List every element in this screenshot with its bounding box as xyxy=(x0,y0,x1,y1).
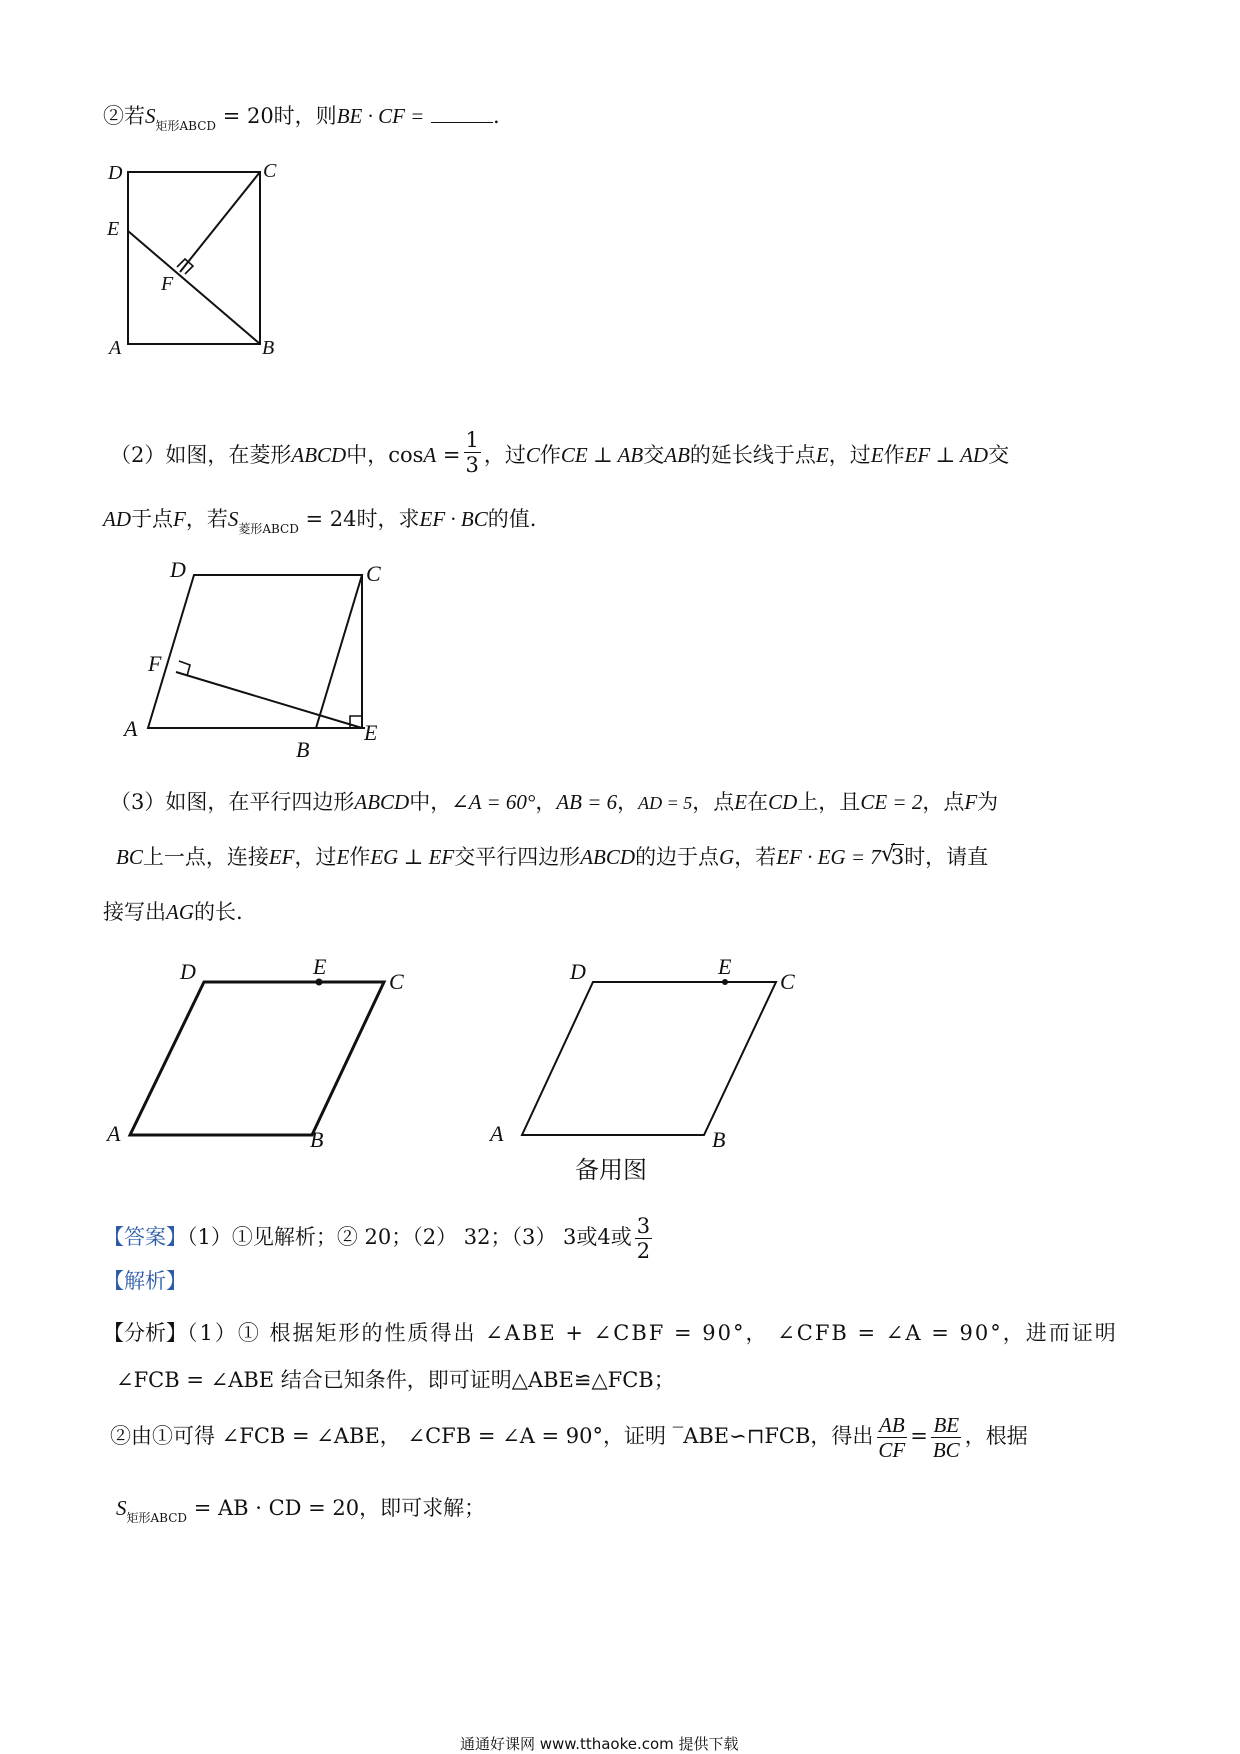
segment-cf xyxy=(180,172,260,272)
q3-text: ，点 xyxy=(692,790,735,814)
q3-var: ABCD xyxy=(580,845,636,869)
fraction-denominator: BC xyxy=(932,1438,960,1462)
parallelogram-abcd xyxy=(130,982,384,1135)
q2-var: F xyxy=(173,507,186,531)
q3-var: AD = 5 xyxy=(638,793,693,813)
q2-var: E xyxy=(815,443,829,467)
label-a: A xyxy=(124,716,138,741)
fraction-denominator: 3 xyxy=(465,453,479,477)
label-d: D xyxy=(180,959,196,984)
label-b: B xyxy=(296,737,310,762)
label-c: C xyxy=(389,969,404,994)
q3-var: CD xyxy=(768,790,798,814)
label-c: C xyxy=(366,561,381,586)
q2-text: ，过 xyxy=(483,443,526,467)
label-e: E xyxy=(313,954,327,979)
point-e xyxy=(722,979,728,985)
label-d: D xyxy=(108,162,123,184)
analysis-sub-tag: 【分析】 xyxy=(103,1321,187,1345)
area-subscript: 菱形ABCD xyxy=(238,522,299,536)
analysis-text-1: （1）① 根据矩形的性质得出 ∠ABE + ∠CBF = 90°， ∠CFB = ∠A = 90°，进而证明 xyxy=(187,1321,1118,1345)
analysis-text-4: = AB · CD = 20，即可求解； xyxy=(187,1496,486,1520)
q3-text: 时，请直 xyxy=(904,845,989,869)
q3-text: 为 xyxy=(977,790,999,814)
q2-var: AB xyxy=(664,443,690,467)
fraction-numerator: BE xyxy=(933,1413,960,1437)
analysis-line1 xyxy=(103,1318,1118,1348)
label-d: D xyxy=(570,959,586,984)
fraction-one-third xyxy=(464,428,481,477)
q3-text: 作 xyxy=(349,845,371,869)
q2-text: 的值. xyxy=(487,507,537,531)
label-a: A xyxy=(490,1121,504,1146)
q3-text: 交平行四边形 xyxy=(454,845,581,869)
figure-rectangle xyxy=(100,155,310,370)
analysis-text-3b: ，根据 xyxy=(964,1424,1028,1448)
q3-text: ，点 xyxy=(922,790,965,814)
q3-var: CE = 2 xyxy=(860,790,923,814)
q3-line2 xyxy=(116,842,988,872)
q2-text: 交 xyxy=(988,443,1010,467)
area-symbol: S xyxy=(116,1496,127,1520)
q2-var: EF · BC xyxy=(419,507,488,531)
figure-parallelogram xyxy=(100,945,430,1155)
sqrt-three xyxy=(881,842,904,872)
q2-var: EF ⊥ AD xyxy=(904,443,989,467)
segment-eb xyxy=(128,231,260,344)
q3-var: BC xyxy=(116,845,143,869)
q2-text: ，若 xyxy=(185,507,228,531)
label-c: C xyxy=(263,160,277,182)
analysis-tag: 【解析】 xyxy=(103,1269,187,1293)
q1-part2-line xyxy=(103,100,500,134)
answer-line xyxy=(103,1214,655,1263)
q3-text: 上，且 xyxy=(797,790,861,814)
fraction-be-bc xyxy=(931,1413,962,1462)
sqrt-radicand: 3 xyxy=(890,845,905,869)
parallelogram-abcd-backup xyxy=(522,982,776,1135)
answer-tag: 【答案】 xyxy=(103,1225,187,1249)
q2-var: E xyxy=(870,443,884,467)
fraction-numerator: AB xyxy=(879,1413,905,1437)
q2-text: 交 xyxy=(643,443,665,467)
label-f: F xyxy=(161,273,174,295)
area-symbol: S xyxy=(227,507,239,531)
q2-text: 的延长线于点 xyxy=(689,443,816,467)
q2-text: ，过 xyxy=(828,443,871,467)
label-a: A xyxy=(107,1121,121,1146)
q3-line3 xyxy=(103,897,243,927)
segment-fe xyxy=(176,672,362,728)
q3-text: 上一点，连接 xyxy=(142,845,269,869)
label-e: E xyxy=(718,954,732,979)
q1-part2-prefix: ②若 xyxy=(103,104,145,128)
figure-rhombus xyxy=(100,555,400,770)
q3-var: E xyxy=(336,845,350,869)
area-subscript: 矩形ABCD xyxy=(126,1511,188,1525)
q3-text: ，过 xyxy=(294,845,337,869)
q2-text: 作 xyxy=(539,443,561,467)
answer-blank xyxy=(431,100,493,123)
q2-var: C xyxy=(525,443,540,467)
label-a: A xyxy=(109,337,122,359)
label-f: F xyxy=(148,651,162,676)
label-b: B xyxy=(310,1127,324,1152)
q3-var: E xyxy=(734,790,748,814)
q3-text: （3）如图，在平行四边形 xyxy=(110,790,355,814)
label-b: B xyxy=(712,1127,726,1152)
sqrt-sign: √ xyxy=(880,842,895,867)
label-b: B xyxy=(262,337,275,359)
analysis-line3 xyxy=(110,1413,1028,1462)
q2-text: 于点 xyxy=(131,507,173,531)
q2-text: = 24时，求 xyxy=(298,507,420,531)
label-d: D xyxy=(170,557,186,582)
q2-var: CE ⊥ AB xyxy=(560,443,644,467)
q3-var: F xyxy=(964,790,978,814)
q3-text: 的长. xyxy=(194,900,243,924)
q3-var: EG ⊥ EF xyxy=(370,845,455,869)
q3-var: AG xyxy=(166,900,194,924)
q2-line2 xyxy=(103,504,536,537)
q2-var: ABCD xyxy=(291,443,347,467)
analysis-text-2: ∠FCB = ∠ABE 结合已知条件，即可证明△ABE≌△FCB； xyxy=(116,1368,675,1392)
fraction-denominator: CF xyxy=(878,1438,906,1462)
fraction-denominator: 2 xyxy=(636,1239,651,1263)
analysis-line4 xyxy=(116,1493,485,1526)
fraction-numerator: 1 xyxy=(465,428,479,452)
q2-text: 中，cos xyxy=(346,443,424,467)
analysis-text-3: ②由①可得 ∠FCB = ∠ABE， ∠CFB = ∠A = 90°，证明 ‾ABE∽⊓FCB，得出 xyxy=(110,1424,874,1448)
footer: 通通好课网 www.tthaoke.com 提供下载 xyxy=(460,1735,739,1753)
area-subscript: 矩形ABCD xyxy=(155,119,217,133)
q1-part2-expr: BE · CF = xyxy=(336,104,425,128)
q2-text: = xyxy=(436,443,461,467)
label-c: C xyxy=(780,969,795,994)
fraction-equals: = xyxy=(910,1424,928,1448)
fraction-three-halves xyxy=(635,1214,652,1263)
q3-var: G xyxy=(719,845,735,869)
q2-var: AD xyxy=(103,507,131,531)
fraction-ab-cf xyxy=(876,1413,907,1462)
figure-backup-parallelogram xyxy=(480,945,820,1155)
q2-var: A xyxy=(423,443,437,467)
label-e: E xyxy=(364,720,378,745)
q3-text: 的边于点 xyxy=(635,845,720,869)
q3-text: 接写出 xyxy=(103,900,166,924)
q3-var: AB = 6 xyxy=(556,790,618,814)
q3-text: ，若 xyxy=(734,845,777,869)
q1-part2-end: . xyxy=(493,104,500,128)
point-e xyxy=(316,979,323,986)
q3-line1: （3）如图，在平行四边形ABCD中，∠A = 60°，AB = 6，AD = 5，点E在CD上，且CE = 2，点F为 xyxy=(110,790,999,814)
q2-text: 作 xyxy=(883,443,905,467)
q2-text: （2）如图，在菱形 xyxy=(110,443,292,467)
q3-var: EF · EG = 7 xyxy=(776,845,881,869)
q3-text: 在 xyxy=(747,790,769,814)
answer-text: （1）①见解析；② 20；（2） 32；（3） 3或4或 xyxy=(187,1225,632,1249)
q3-var: ABCD xyxy=(354,790,410,814)
backup-figure-caption: 备用图 xyxy=(575,1156,647,1184)
area-symbol: S xyxy=(145,104,156,128)
fraction-numerator: 3 xyxy=(636,1214,651,1238)
q2-line1 xyxy=(110,428,1010,481)
rhombus-abcd xyxy=(148,575,362,728)
q3-text: 中， xyxy=(409,790,452,814)
q1-part2-eq: = 20时，则 xyxy=(216,104,337,128)
label-e: E xyxy=(107,218,120,240)
q3-var: ∠A = 60° xyxy=(451,790,536,814)
q3-var: EF xyxy=(268,845,295,869)
